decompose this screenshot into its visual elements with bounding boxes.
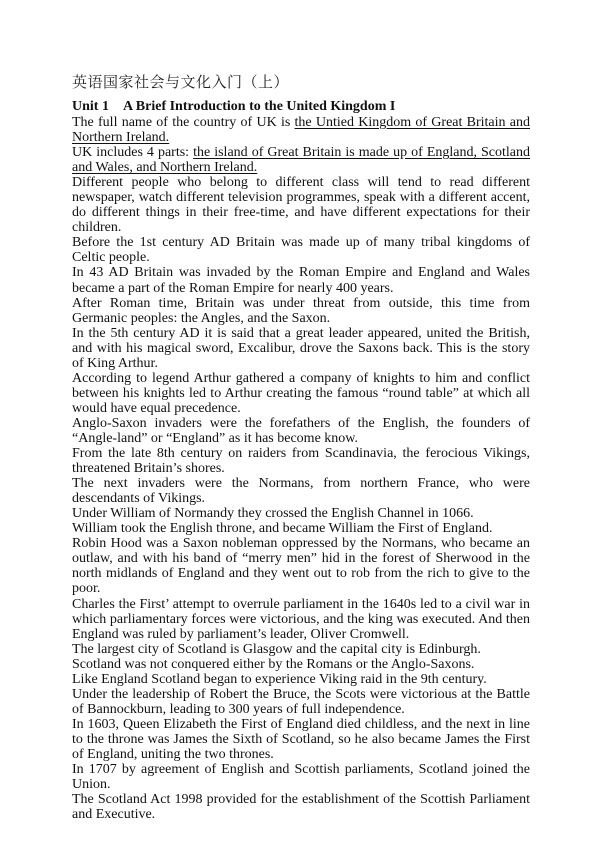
paragraph: In 1603, Queen Elizabeth the First of England died childless, and the next in line to the throne was James the Sixth of Scotland, so he also became James the First of England, uniting the two thrones. xyxy=(72,716,530,762)
paragraph: According to legend Arthur gathered a company of knights to him and conflict between his knights led to Arthur creating the famous “round table” at which all would have equal precedence. xyxy=(72,370,530,416)
paragraph: In 43 AD Britain was invaded by the Roman Empire and England and Wales became a part of the Roman Empire for nearly 400 years. xyxy=(72,265,530,296)
underlined-key-point: the island of Great Britain is made up of England, Scotland and Wales, and Northern Ireland. xyxy=(72,145,530,176)
paragraph-lead: UK includes 4 parts: xyxy=(72,145,194,161)
document-title: 英语国家社会与文化入门（上） xyxy=(72,73,290,91)
paragraph: In the 5th century AD it is said that a great leader appeared, united the British, and with his magical sword, Excalibur, drove the Saxons back. This is the story of King Arthur. xyxy=(72,325,530,371)
unit-title: A Brief Introduction to the United Kingdom I xyxy=(122,99,396,114)
paragraph: Robin Hood was a Saxon nobleman oppressed by the Normans, who became an outlaw, and with his band of “merry men” hid in the forest of Sherwood in the north midlands of England and they went out to rob from the rich to give to the poor. xyxy=(72,536,530,597)
paragraph: Under the leadership of Robert the Bruce, the Scots were victorious at the Battle of Bannockburn, leading to 300 years of full independence. xyxy=(72,686,530,717)
paragraph xyxy=(72,115,530,145)
document-page xyxy=(72,72,530,822)
paragraph: William took the English throne, and became William the First of England. xyxy=(72,521,493,537)
paragraph: After Roman time, Britain was under threat from outside, this time from Germanic peoples: the Angles, and the Saxon. xyxy=(72,295,530,326)
paragraph: The next invaders were the Normans, from northern France, who were descendants of Vikings. xyxy=(72,476,530,507)
paragraph xyxy=(72,145,530,175)
body-text xyxy=(72,115,530,822)
paragraph: Before the 1st century AD Britain was made up of many tribal kingdoms of Celtic people. xyxy=(72,235,530,266)
paragraph: Anglo-Saxon invaders were the forefathers of the English, the founders of “Angle-land” or “England” as it has become know. xyxy=(72,415,530,446)
paragraph: Under William of Normandy they crossed the English Channel in 1066. xyxy=(72,506,474,522)
unit-number: Unit 1 xyxy=(72,99,109,114)
paragraph: Scotland was not conquered either by the Romans or the Anglo-Saxons. xyxy=(72,656,475,672)
paragraph: Different people who belong to different class will tend to read different newspaper, watch different television programmes, speak with a different accent, do different things in their free-time, and have different expectations for their children. xyxy=(72,175,530,236)
paragraph: Like England Scotland began to experience Viking raid in the 9th century. xyxy=(72,671,487,687)
paragraph: In 1707 by agreement of English and Scottish parliaments, Scotland joined the Union. xyxy=(72,762,530,793)
paragraph: The largest city of Scotland is Glasgow and the capital city is Edinburgh. xyxy=(72,641,481,657)
unit-heading xyxy=(72,99,530,115)
paragraph: From the late 8th century on raiders from Scandinavia, the ferocious Vikings, threatened Britain’s shores. xyxy=(72,446,530,477)
paragraph-lead: The full name of the country of UK is xyxy=(72,115,295,130)
paragraph: Charles the First’ attempt to overrule parliament in the 1640s led to a civil war in which parliamentary forces were victorious, and the king was executed. And then England was ruled by parliament’s leader, Oliver Cromwell. xyxy=(72,596,530,642)
paragraph: The Scotland Act 1998 provided for the establishment of the Scottish Parliament and Executive. xyxy=(72,792,530,823)
underlined-key-point: the Untied Kingdom of Great Britain and Northern Ireland. xyxy=(72,115,530,146)
